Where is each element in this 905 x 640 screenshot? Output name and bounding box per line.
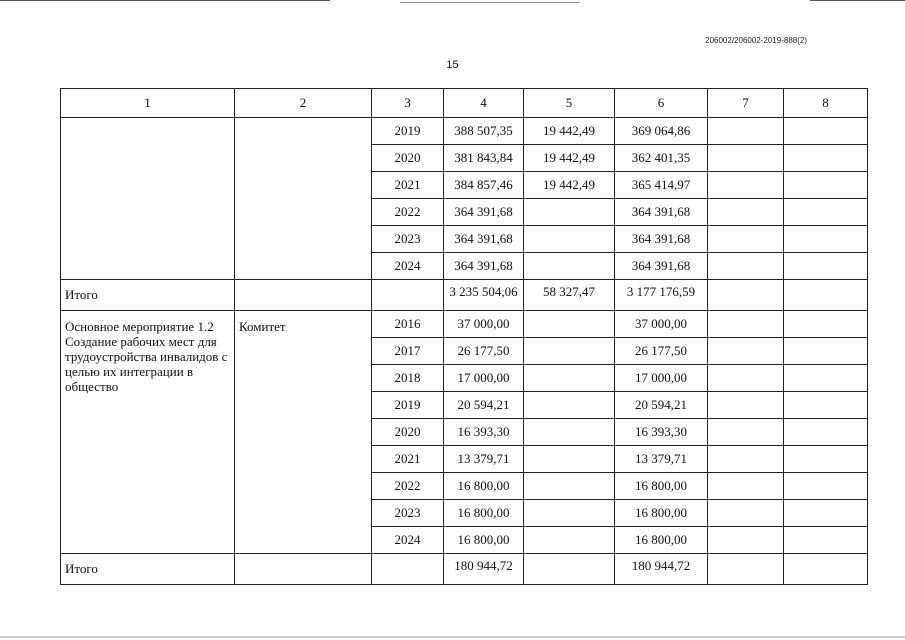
cell-col4: 26 177,50 xyxy=(444,338,524,365)
cell-col8 xyxy=(784,500,868,527)
total-col4: 3 235 504,06 xyxy=(444,280,524,311)
cell-col7 xyxy=(708,392,784,419)
cell-year: 2021 xyxy=(372,172,444,199)
cell-col8 xyxy=(784,311,868,338)
cell-year: 2017 xyxy=(372,338,444,365)
cell-col7 xyxy=(708,500,784,527)
col-header-1: 1 xyxy=(61,89,235,118)
cell-col5 xyxy=(524,392,615,419)
activity-executor: Комитет xyxy=(235,311,372,554)
cell-col7 xyxy=(708,145,784,172)
cell-col5 xyxy=(524,226,615,253)
cell-col5: 19 442,49 xyxy=(524,145,615,172)
cell-name-empty xyxy=(61,118,235,280)
cell-col6: 364 391,68 xyxy=(615,226,708,253)
total-row xyxy=(61,280,868,311)
cell-year: 2016 xyxy=(372,311,444,338)
cell-col8 xyxy=(784,446,868,473)
cell-col4: 384 857,46 xyxy=(444,172,524,199)
cell-col4: 364 391,68 xyxy=(444,199,524,226)
cell-empty xyxy=(372,280,444,311)
cell-col4: 37 000,00 xyxy=(444,311,524,338)
cell-col6: 364 391,68 xyxy=(615,253,708,280)
cell-year: 2020 xyxy=(372,419,444,446)
cell-year: 2020 xyxy=(372,145,444,172)
cell-col5 xyxy=(524,473,615,500)
cell-col6: 37 000,00 xyxy=(615,311,708,338)
cell-empty xyxy=(784,554,868,585)
col-header-2: 2 xyxy=(235,89,372,118)
cell-col6: 26 177,50 xyxy=(615,338,708,365)
budget-table xyxy=(60,88,868,585)
page-number: 15 xyxy=(446,59,459,71)
cell-col6: 17 000,00 xyxy=(615,365,708,392)
cell-year: 2021 xyxy=(372,446,444,473)
cell-col6: 16 800,00 xyxy=(615,500,708,527)
cell-col7 xyxy=(708,199,784,226)
cell-year: 2019 xyxy=(372,392,444,419)
total-label: Итого xyxy=(61,280,235,311)
cell-col7 xyxy=(708,253,784,280)
cell-col8 xyxy=(784,253,868,280)
cell-col5: 19 442,49 xyxy=(524,172,615,199)
cell-col6: 362 401,35 xyxy=(615,145,708,172)
cell-col4: 16 800,00 xyxy=(444,473,524,500)
cell-col4: 16 393,30 xyxy=(444,419,524,446)
cell-year: 2023 xyxy=(372,226,444,253)
cell-executor-empty xyxy=(235,118,372,280)
scan-artifact xyxy=(0,0,905,4)
cell-col8 xyxy=(784,118,868,145)
cell-col8 xyxy=(784,392,868,419)
cell-col7 xyxy=(708,311,784,338)
cell-col4: 388 507,35 xyxy=(444,118,524,145)
cell-col8 xyxy=(784,473,868,500)
cell-empty xyxy=(524,554,615,585)
cell-col8 xyxy=(784,365,868,392)
document-id: 206002/206002-2019-888(2) xyxy=(705,36,807,45)
cell-col7 xyxy=(708,338,784,365)
col-header-3: 3 xyxy=(372,89,444,118)
cell-year: 2022 xyxy=(372,473,444,500)
cell-col6: 20 594,21 xyxy=(615,392,708,419)
cell-col4: 20 594,21 xyxy=(444,392,524,419)
cell-col8 xyxy=(784,145,868,172)
col-header-7: 7 xyxy=(708,89,784,118)
cell-empty xyxy=(708,280,784,311)
cell-empty xyxy=(372,554,444,585)
total-col6: 180 944,72 xyxy=(615,554,708,585)
cell-year: 2019 xyxy=(372,118,444,145)
cell-col8 xyxy=(784,172,868,199)
cell-col7 xyxy=(708,419,784,446)
cell-col7 xyxy=(708,446,784,473)
activity-name: Основное мероприятие 1.2 Создание рабочих мест для трудоустройства инвалидов с целью их интеграции в общество xyxy=(61,311,235,554)
cell-col5 xyxy=(524,446,615,473)
cell-col5 xyxy=(524,500,615,527)
cell-col4: 364 391,68 xyxy=(444,253,524,280)
col-header-4: 4 xyxy=(444,89,524,118)
cell-col8 xyxy=(784,419,868,446)
cell-col6: 16 800,00 xyxy=(615,527,708,554)
cell-year: 2022 xyxy=(372,199,444,226)
cell-col5 xyxy=(524,527,615,554)
cell-col5 xyxy=(524,365,615,392)
cell-col6: 16 393,30 xyxy=(615,419,708,446)
table-row xyxy=(61,118,868,145)
col-header-8: 8 xyxy=(784,89,868,118)
cell-empty xyxy=(784,280,868,311)
cell-col4: 381 843,84 xyxy=(444,145,524,172)
cell-col7 xyxy=(708,365,784,392)
cell-col5 xyxy=(524,199,615,226)
cell-col5: 19 442,49 xyxy=(524,118,615,145)
col-header-6: 6 xyxy=(615,89,708,118)
cell-empty xyxy=(235,280,372,311)
cell-col4: 16 800,00 xyxy=(444,527,524,554)
cell-col8 xyxy=(784,226,868,253)
cell-col6: 369 064,86 xyxy=(615,118,708,145)
cell-col8 xyxy=(784,527,868,554)
cell-empty xyxy=(235,554,372,585)
cell-year: 2018 xyxy=(372,365,444,392)
cell-col6: 365 414,97 xyxy=(615,172,708,199)
total-row xyxy=(61,554,868,585)
total-label: Итого xyxy=(61,554,235,585)
cell-col8 xyxy=(784,199,868,226)
cell-col6: 16 800,00 xyxy=(615,473,708,500)
cell-empty xyxy=(708,554,784,585)
cell-year: 2023 xyxy=(372,500,444,527)
cell-col4: 16 800,00 xyxy=(444,500,524,527)
cell-col7 xyxy=(708,118,784,145)
scan-artifact-bottom xyxy=(0,636,905,638)
cell-col7 xyxy=(708,226,784,253)
cell-year: 2024 xyxy=(372,253,444,280)
cell-col5 xyxy=(524,311,615,338)
cell-col6: 364 391,68 xyxy=(615,199,708,226)
cell-col4: 17 000,00 xyxy=(444,365,524,392)
header-row xyxy=(61,89,868,118)
cell-col6: 13 379,71 xyxy=(615,446,708,473)
total-col6: 3 177 176,59 xyxy=(615,280,708,311)
cell-year: 2024 xyxy=(372,527,444,554)
table-row xyxy=(61,311,868,338)
cell-col7 xyxy=(708,527,784,554)
cell-col7 xyxy=(708,473,784,500)
total-col5: 58 327,47 xyxy=(524,280,615,311)
cell-col4: 364 391,68 xyxy=(444,226,524,253)
cell-col7 xyxy=(708,172,784,199)
cell-col5 xyxy=(524,253,615,280)
cell-col5 xyxy=(524,419,615,446)
cell-col4: 13 379,71 xyxy=(444,446,524,473)
cell-col5 xyxy=(524,338,615,365)
cell-col8 xyxy=(784,338,868,365)
total-col4: 180 944,72 xyxy=(444,554,524,585)
col-header-5: 5 xyxy=(524,89,615,118)
